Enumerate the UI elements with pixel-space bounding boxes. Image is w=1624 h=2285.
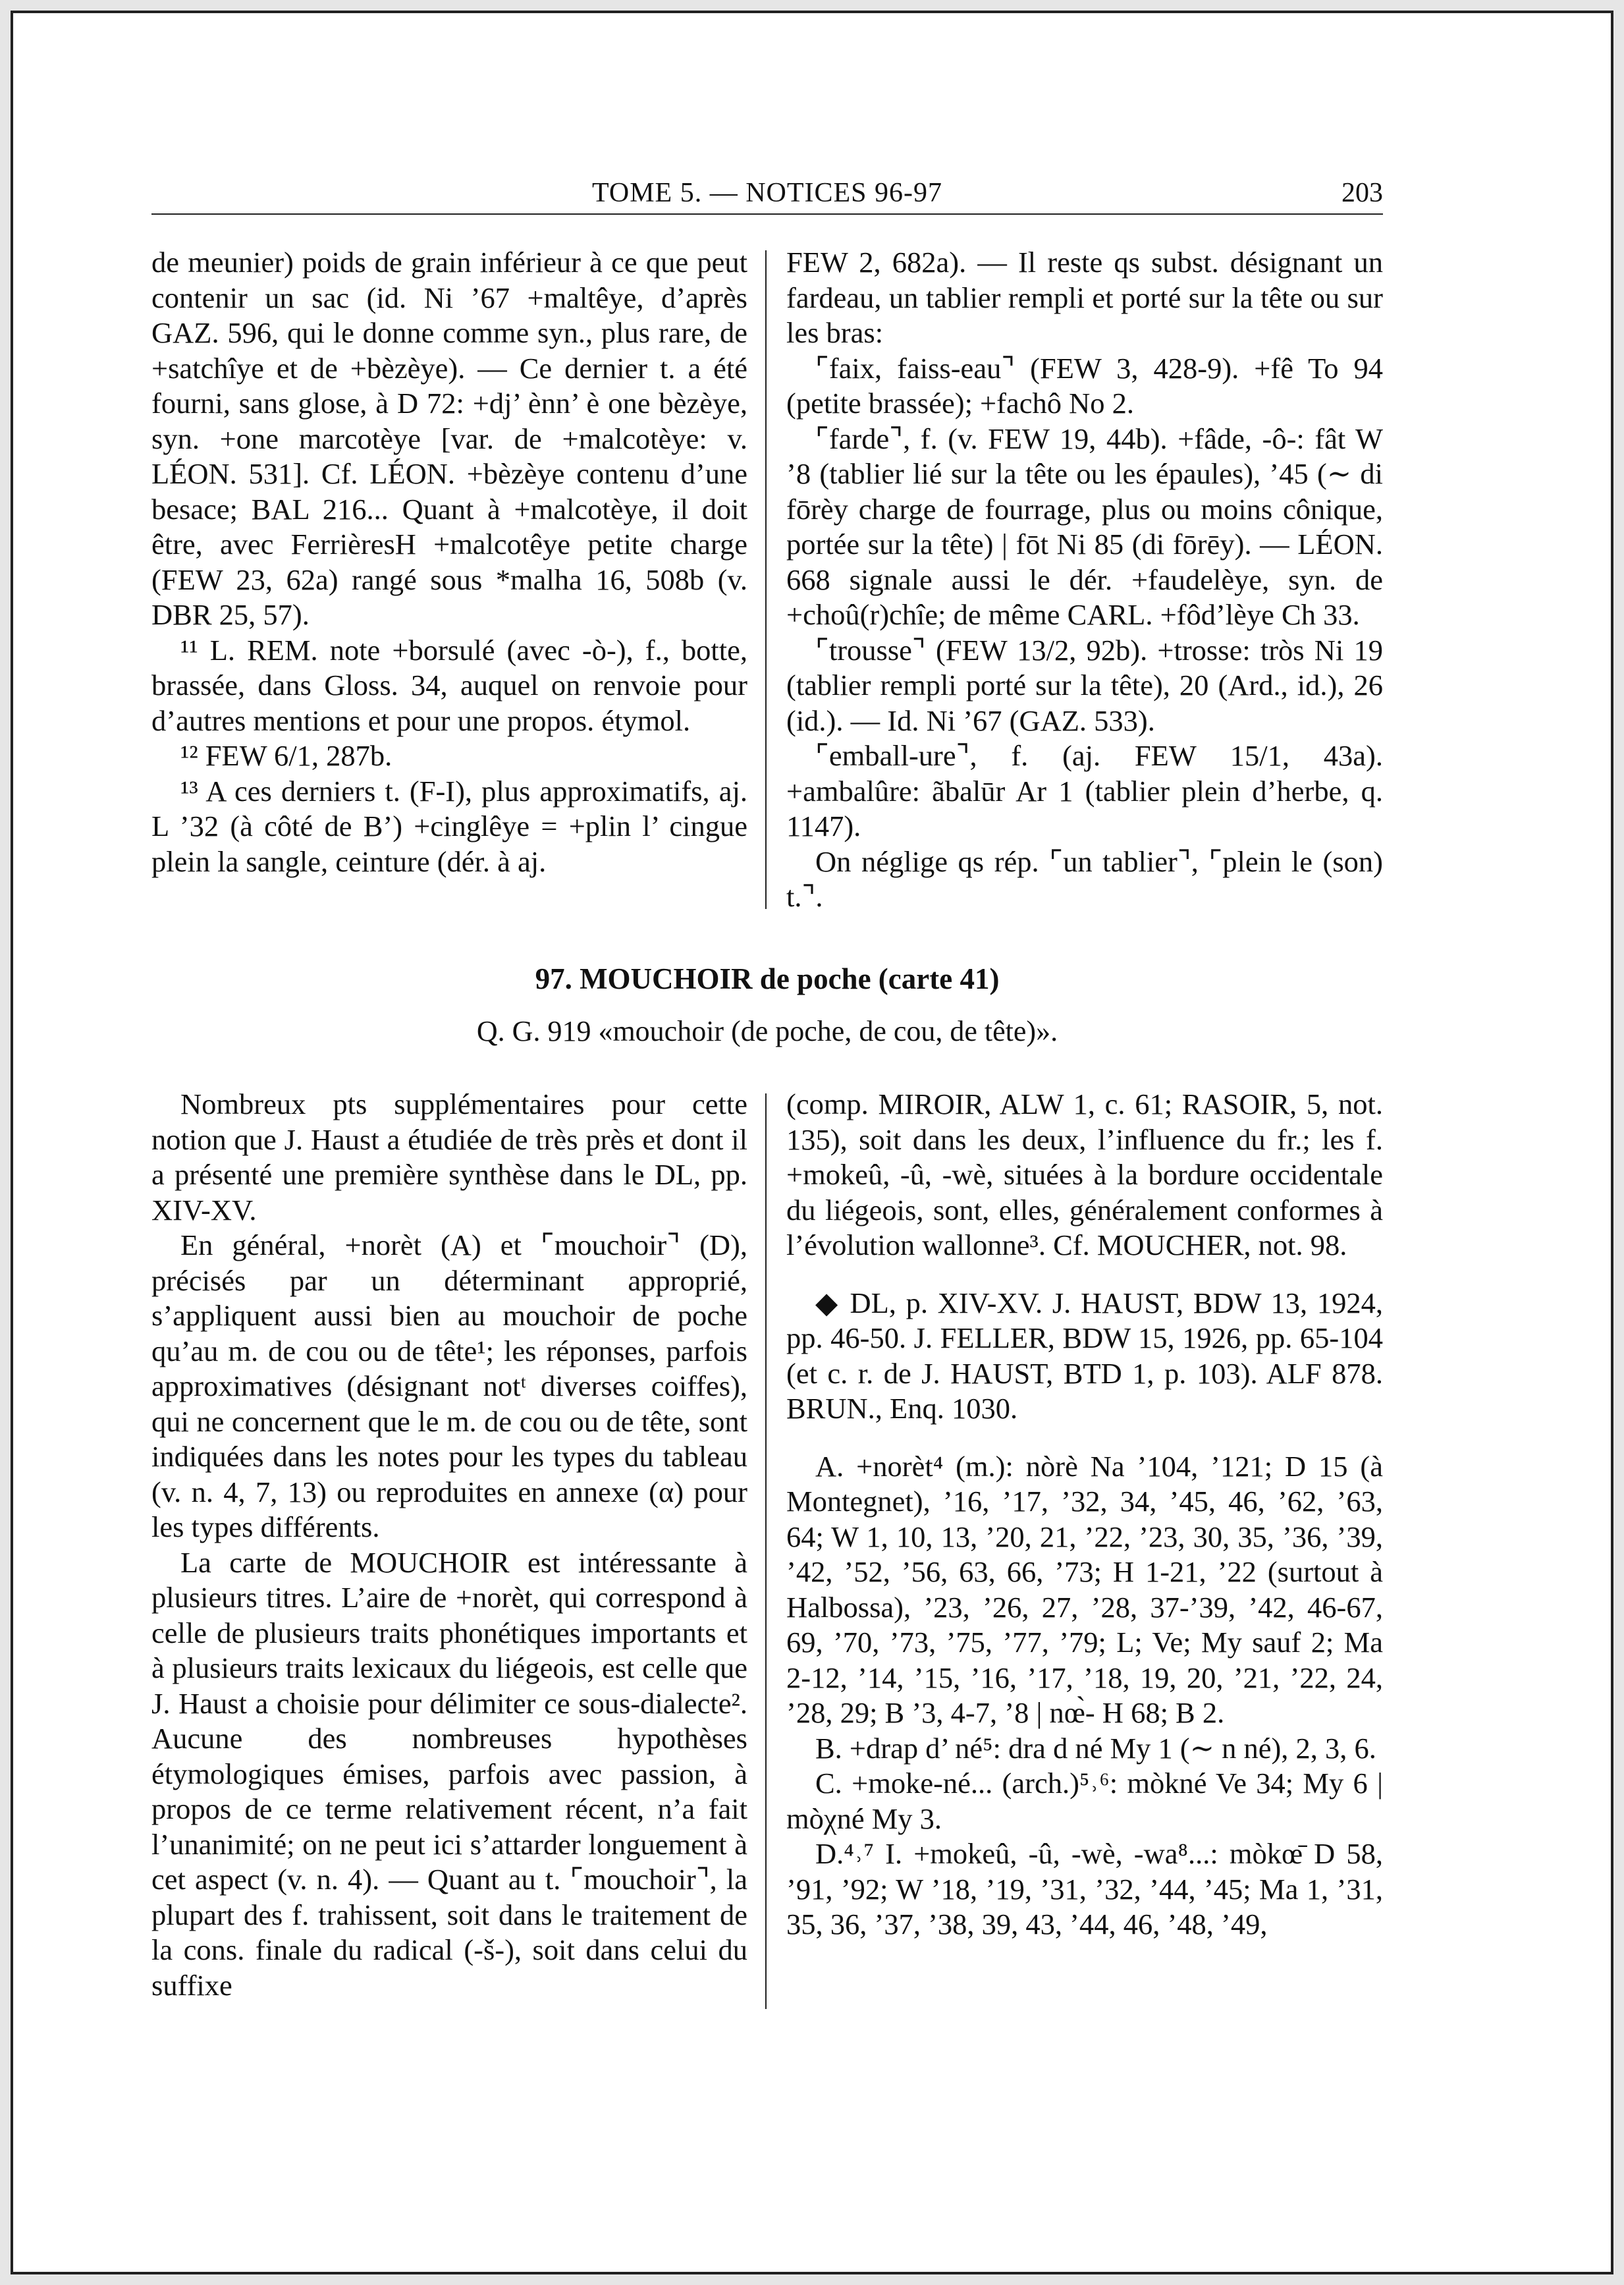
paragraph: On néglige qs rép. ⌜un tablier⌝, ⌜plein le (son) t.⌝. — [786, 844, 1383, 913]
paragraph: ⌜emball-ure⌝, f. (aj. FEW 15/1, 43a). +ambalûre: ãbalūr Ar 1 (tablier plein d’herbe, q. 1147). — [786, 739, 1383, 842]
column-separator-bottom — [765, 1093, 767, 2009]
paragraph: (comp. MIROIR, ALW 1, c. 61; RASOIR, 5, not. 135), soit dans les deux, l’influence du fr.; les f. +mokeû, -û, -wè, situées à la bordure occidentale du liégeois, sont, elles, généralement conformes à l’évolution wallonne³. Cf. MOUCHER, not. 98. — [786, 1087, 1383, 1261]
page-number: 203 — [1341, 178, 1383, 208]
paragraph: A. +norèt⁴ (m.): nòrè Na ’104, ’121; D 15 (à Montegnet), ’16, ’17, ’32, 34, ’45, 46, ’62, ’63, 64; W 1, 10, 13, ’20, 21, ’22, ’23, 30, 35, ’36, ’39, ’42, ’52, ’56, 63, 66, ’73; H 1-21, ’22 (surtout à Halbossa), ’23, ’26, 27, ’28, 37-’39, ’42, 46-67, 69, ’70, ’73, ’75, ’77, ’79; L; Ve; My sauf 2; Ma 2-12, ’14, ’15, ’16, ’17, ’18, 19, 20, ’21, ’22, 24, ’28, 29; B ’3, 4-7, ’8 | nœ̀- H 68; B 2. — [786, 1449, 1383, 1729]
paragraph: La carte de MOUCHOIR est intéressante à plusieurs titres. L’aire de +norèt, qui correspond à celle de plusieurs traits phonétiques importants et à plusieurs traits lexicaux du liégeois, est celle que J. Haust a choisie pour délimiter ce sous-dialecte². Aucune des nombreuses hypothèses étymologiques émises, parfois avec passion, à propos de ce terme relativement récent, n’a fait l’unanimité; on ne peut ici s’attarder longuement à cet aspect (v. n. 4). — Quant au t. ⌜mouchoir⌝, la plupart des f. trahissent, soit dans le traitement de la cons. finale du radical (-š-), soit dans celui du suffixe — [151, 1545, 747, 2002]
paragraph: ¹² FEW 6/1, 287b. — [180, 739, 392, 772]
section-subtitle: Q. G. 919 «mouchoir (de poche, de cou, de tête)». — [476, 1015, 1058, 1047]
running-header — [151, 173, 1383, 215]
paragraph: D.⁴˒⁷ I. +mokeû, -û, -wè, -wa⁸...: mòkœ̄ D 58, ’91, ’92; W ’18, ’19, ’31, ’32, ’44, ’45; Ma 1, ’31, 35, 36, ’37, ’38, 39, 43, ’44, 46, ’48, ’49, — [786, 1837, 1383, 1941]
paragraph: Nombreux pts supplémentaires pour cette notion que J. Haust a étudiée de très près et dont il a présenté une première synthèse dans le DL, pp. XIV-XV. — [151, 1087, 747, 1226]
section-title: 97. MOUCHOIR de poche (carte 41) — [535, 962, 1000, 995]
column-top-right — [786, 245, 1383, 915]
paragraph: de meunier) poids de grain inférieur à ce que peut contenir un sac (id. Ni ’67 +maltêye, d’après GAZ. 596, qui le donne comme syn., plus rare, de +satchîye et de +bèzèye). — Ce dernier t. a été fourni, sans glose, à D 72: +dj’ ènn’ è one bèzèye, syn. +one marcotèye [var. de +malcotèye: v. LÉON. 531]. Cf. LÉON. +bèzèye contenu d’une besace; BAL 216... Quant à +malcotèye, il doit être, avec FerrièresH +malcotêye petite charge (FEW 23, 62a) rangé sous *malha 16, 508b (v. DBR 25, 57). — [151, 246, 747, 631]
column-bottom-left — [151, 1087, 747, 2003]
paragraph: En général, +norèt (A) et ⌜mouchoir⌝ (D), précisés par un déterminant approprié, s’appliquent aussi bien au mouchoir de poche qu’au m. de cou ou de tête¹; les réponses, parfois approximatives (désignant notᵗ diverses coiffes), qui ne concernent que le m. de cou ou de tête, sont indiquées dans les notes pour les types du tableau (v. n. 4, 7, 13) ou reproduites en annexe (α) pour les types différents. — [151, 1228, 747, 1543]
paragraph: FEW 2, 682a). — Il reste qs subst. désignant un fardeau, un tablier rempli et porté sur la tête ou sur les bras: — [786, 246, 1383, 349]
paragraph: ⌜faix, faiss-eau⌝ (FEW 3, 428-9). +fê To 94 (petite brassée); +fachô No 2. — [786, 351, 1383, 420]
paragraph: B. +drap d’ né⁵: dra d né My 1 (∼ n né), 2, 3, 6. — [815, 1731, 1376, 1765]
paragraph: ⌜trousse⌝ (FEW 13/2, 92b). +trosse: tròs Ni 19 (tablier rempli porté sur la tête), 20 (Ard., id.), 26 (id.). — Id. Ni ’67 (GAZ. 533). — [786, 633, 1383, 737]
column-bottom-right — [786, 1087, 1383, 1942]
column-separator-top — [765, 250, 767, 909]
paragraph: ¹³ A ces derniers t. (F-I), plus approximatifs, aj. L ’32 (à côté de B’) +cinglêye = +plin l’ cingue plein la sangle, ceinture (dér. à aj. — [151, 774, 747, 878]
paragraph: ¹¹ L. REM. note +borsulé (avec -ò-), f., botte, brassée, dans Gloss. 34, auquel on renvoie pour d’autres mentions et pour une propos. étymol. — [151, 633, 747, 737]
running-title: TOME 5. — NOTICES 96-97 — [591, 178, 943, 208]
column-top-left — [151, 245, 747, 879]
paragraph: ⌜farde⌝, f. (v. FEW 19, 44b). +fâde, -ô-: fât W ’8 (tablier lié sur la tête ou les épaules), ’45 (∼ di fōrèy charge de fourrage, plus ou moins cônique, portée sur la tête) | fōt Ni 85 (di fōrēy). — LÉON. 668 signale aussi le dér. +faudelèye, syn. de +choû(r)chîe; de même CARL. +fôd’lèye Ch 33. — [786, 422, 1383, 631]
paragraph: C. +moke-né... (arch.)⁵˒⁶: mòkné Ve 34; My 6 | mòχné My 3. — [786, 1767, 1383, 1835]
paragraph: ◆ DL, p. XIV-XV. J. HAUST, BDW 13, 1924, pp. 46-50. J. FELLER, BDW 15, 1926, pp. 65-104 (et c. r. de J. HAUST, BTD 1, p. 103). ALF 878. BRUN., Enq. 1030. — [786, 1286, 1383, 1425]
